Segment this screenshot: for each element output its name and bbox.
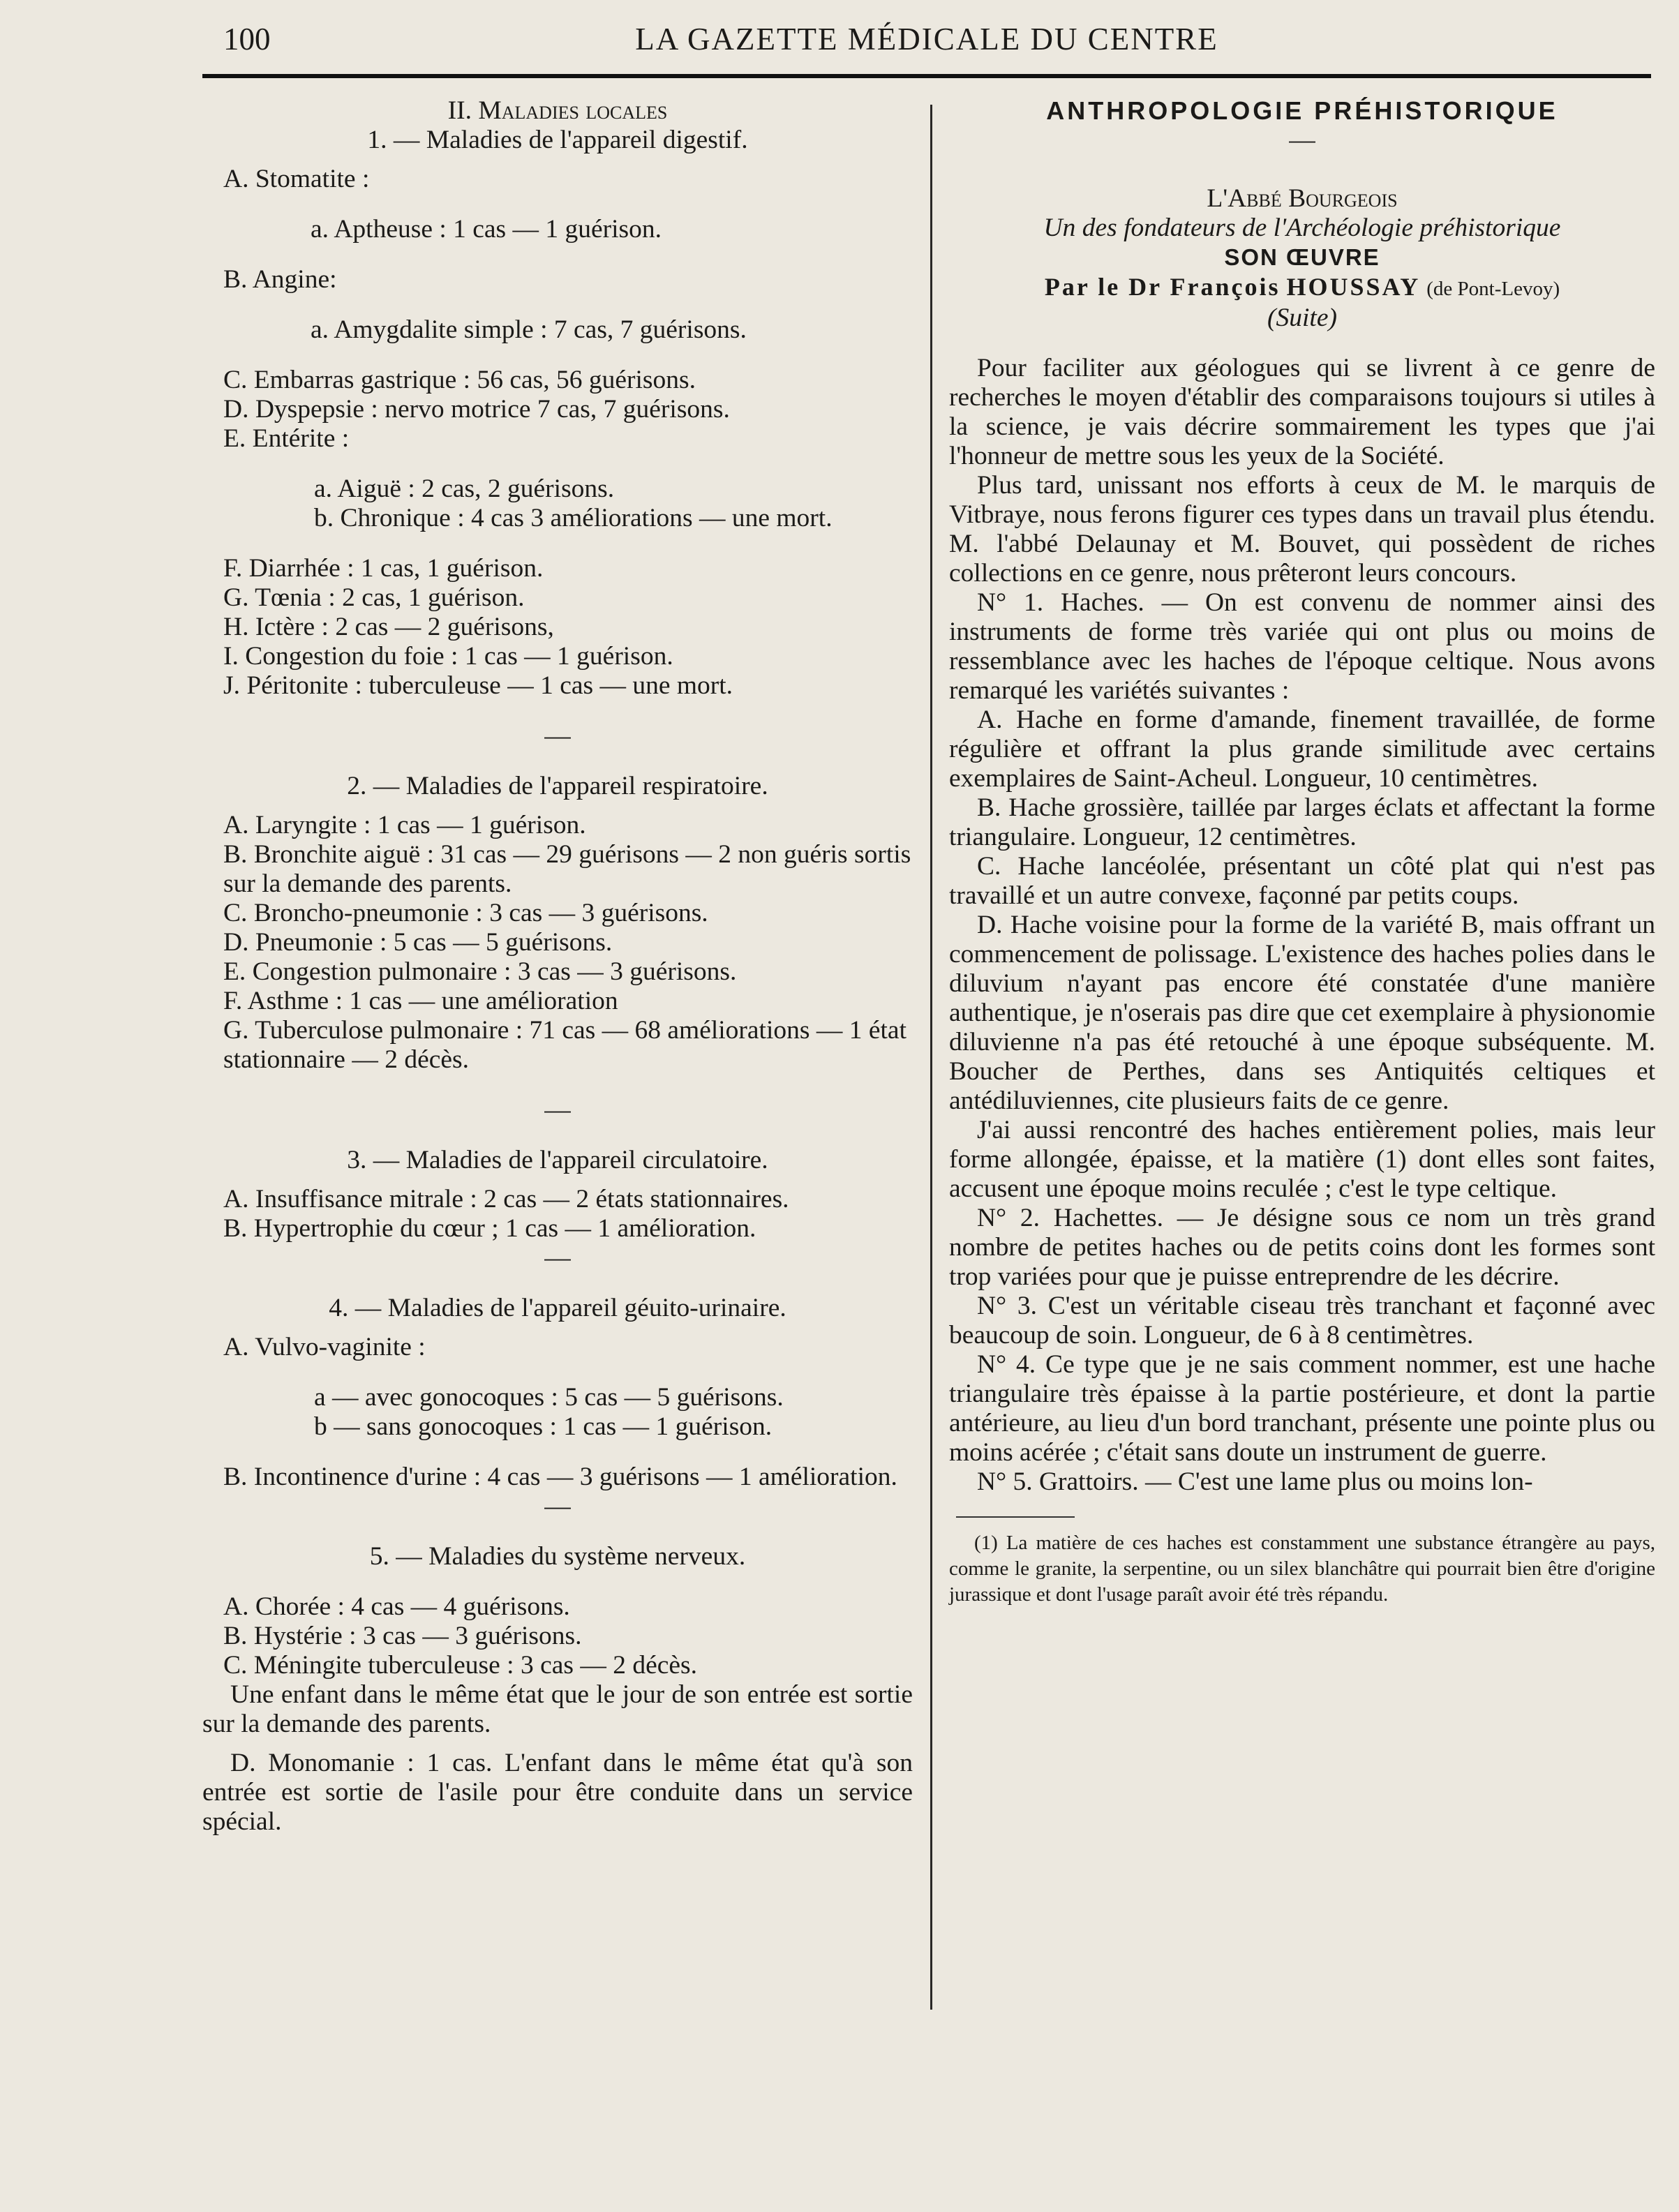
separator-dash: —	[544, 1492, 571, 1520]
right-column	[949, 96, 1655, 1608]
column-divider	[930, 105, 932, 2010]
entry-choree: A. Chorée : 4 cas — 4 guérisons.	[223, 1592, 570, 1621]
section-title: II. Maladies locales	[447, 96, 668, 125]
entry-amygdalite: a. Amygdalite simple : 7 cas, 7 guérisons.	[311, 315, 747, 344]
article-subtitle: Un des fondateurs de l'Archéologie préhistorique	[1043, 214, 1561, 242]
left-column	[202, 96, 913, 1837]
paragraph-1: Pour faciliter aux géologues qui se livrent à ce genre de recherches le moyen d'établir des comparaisons toujours si utiles à la science, je vais décrire sommairement les types que j'ai l'honneur de mettre sous les yeux de la Société.	[949, 354, 1655, 470]
entry-insuffisance: A. Insuffisance mitrale : 2 cas — 2 états stationnaires.	[223, 1185, 789, 1213]
genito-urinary-heading: 4. — Maladies de l'appareil géuito-urinaire.	[329, 1294, 786, 1322]
entry-stomatite: A. Stomatite :	[223, 165, 370, 193]
entry-monomanie: D. Monomanie : 1 cas. L'enfant dans le même état qu'à son entrée est sortie de l'asile pour être conduite dans un service spécial.	[202, 1749, 913, 1836]
entry-hypertrophie: B. Hypertrophie du cœur ; 1 cas — 1 amélioration.	[223, 1214, 756, 1243]
journal-title: LA GAZETTE MÉDICALE DU CENTRE	[635, 22, 1218, 57]
entry-embarras: C. Embarras gastrique : 56 cas, 56 guérisons.	[223, 366, 696, 394]
paragraph-hache-c: C. Hache lancéolée, présentant un côté plat qui n'est pas travaillé et un autre convexe, façonné par petits coups.	[949, 852, 1655, 910]
entry-congestion-pulmonaire: E. Congestion pulmonaire : 3 cas — 3 guérisons.	[223, 957, 737, 986]
paragraph-hache-b: B. Hache grossière, taillée par larges éclats et affectant la forme triangulaire. Longueur, 12 centimètres.	[949, 793, 1655, 851]
byline	[949, 272, 1655, 304]
entry-laryngite: A. Laryngite : 1 cas — 1 guérison.	[223, 811, 586, 839]
respiratory-heading: 2. — Maladies de l'appareil respiratoire.	[347, 772, 768, 800]
paragraph-grattoirs: N° 5. Grattoirs. — C'est une lame plus ou moins lon-	[977, 1467, 1533, 1496]
entry-asthme: F. Asthme : 1 cas — une amélioration	[223, 987, 618, 1015]
page-header	[202, 15, 1651, 71]
header-rule	[202, 74, 1651, 78]
nervous-heading: 5. — Maladies du système nerveux.	[369, 1542, 746, 1571]
separator-dash: —	[544, 1243, 571, 1272]
entry-diarrhee: F. Diarrhée : 1 cas, 1 guérison.	[223, 554, 544, 583]
entry-avec-gonocoques: a — avec gonocoques : 5 cas — 5 guérisons.	[314, 1383, 784, 1412]
footnote-rule	[956, 1516, 1075, 1518]
entry-sans-gonocoques: b — sans gonocoques : 1 cas — 1 guérison.	[314, 1412, 773, 1441]
entry-toenia: G. Tœnia : 2 cas, 1 guérison.	[223, 583, 525, 612]
entry-tuberculose: G. Tuberculose pulmonaire : 71 cas — 68 améliorations — 1 état stationnaire — 2 décès.	[223, 1016, 906, 1074]
entry-incontinence: B. Incontinence d'urine : 4 cas — 3 guérisons — 1 amélioration.	[223, 1463, 897, 1491]
paragraph-hache-a: A. Hache en forme d'amande, finement travaillée, de forme régulière et offrant la plus grande similitude avec certains exemplaires de Saint-Acheul. Longueur, 10 centimètres.	[949, 705, 1655, 793]
entry-meningite: C. Méningite tuberculeuse : 3 cas — 2 décès.	[223, 1651, 697, 1680]
entry-dyspepsie: D. Dyspepsie : nervo motrice 7 cas, 7 guérisons.	[223, 395, 730, 424]
entry-chronique: b. Chronique : 4 cas 3 améliorations — une mort.	[314, 504, 833, 532]
byline-prefix: Par le Dr François	[1044, 273, 1281, 301]
entry-aptheuse: a. Aptheuse : 1 cas — 1 guérison.	[311, 215, 662, 244]
footnote: (1) La matière de ces haches est constamment une substance étrangère au pays, comme le granite, la serpentine, ou un silex blanchâtre qui pourrait bien être d'origine jurassique et dont l'usage paraît avoir été très répandu.	[949, 1532, 1655, 1606]
paragraph-haches-polies: J'ai aussi rencontré des haches entièrement polies, mais leur forme allongée, épaisse, et la matière (1) dont elles sont faites, accusent une époque moins reculée ; c'est le type celtique.	[949, 1116, 1655, 1203]
circulatory-heading: 3. — Maladies de l'appareil circulatoire.	[347, 1146, 768, 1174]
entry-peritonite: J. Péritonite : tuberculeuse — 1 cas — une mort.	[223, 671, 733, 700]
author-place: (de Pont-Levoy)	[1426, 278, 1560, 300]
paragraph-haches: N° 1. Haches. — On est convenu de nommer ainsi des instruments de forme très variée qui ont plus ou moins de ressemblance avec les haches de l'époque celtique. Nous avons remarqué les variétés suivantes :	[949, 588, 1655, 705]
paragraph-ciseau: N° 3. C'est un véritable ciseau très tranchant et façonné avec beaucoup de soin. Longueur, de 6 à 8 centimètres.	[949, 1292, 1655, 1350]
paragraph-enfant: Une enfant dans le même état que le jour de son entrée est sortie sur la demande des parents.	[202, 1680, 913, 1738]
entry-pneumonie: D. Pneumonie : 5 cas — 5 guérisons.	[223, 928, 613, 957]
paragraph-hachettes: N° 2. Hachettes. — Je désigne sous ce nom un très grand nombre de petites haches ou de petits coins dont les formes sont trop variées pour que je puisse entreprendre de les décrire.	[949, 1204, 1655, 1291]
entry-congestion-foie: I. Congestion du foie : 1 cas — 1 guérison.	[223, 642, 673, 671]
separator-dash: —	[544, 722, 571, 750]
entry-enterite: E. Entérite :	[223, 424, 350, 453]
article-title: ANTHROPOLOGIE PRÉHISTORIQUE	[1046, 96, 1558, 125]
suite-label: (Suite)	[1267, 304, 1337, 332]
paragraph-type-4: N° 4. Ce type que je ne sais comment nommer, est une hache triangulaire très épaisse à la partie postérieure, et dont la partie antérieure, au lieu d'un bord tranchant, présente une pointe plus ou moins acérée ; c'était sans doute un instrument de guerre.	[949, 1350, 1655, 1467]
author-name: HOUSSAY	[1286, 273, 1421, 301]
separator-dash: —	[544, 1096, 571, 1124]
entry-hysterie: B. Hystérie : 3 cas — 3 guérisons.	[223, 1622, 582, 1650]
entry-aigue: a. Aiguë : 2 cas, 2 guérisons.	[314, 474, 615, 503]
paragraph-2: Plus tard, unissant nos efforts à ceux de M. le marquis de Vitbraye, nous ferons figurer ces types dans un travail plus étendu. M. l'abbé Delaunay et M. Bouvet, qui possèdent de riches collections en ce genre, nous prêteront leurs concours.	[949, 471, 1655, 588]
entry-angine: B. Angine:	[223, 265, 337, 294]
work-title: SON ŒUVRE	[1224, 244, 1380, 270]
digestive-heading: 1. — Maladies de l'appareil digestif.	[367, 126, 748, 154]
entry-ictere: H. Ictère : 2 cas — 2 guérisons,	[223, 613, 554, 641]
article-subject: L'Abbé Bourgeois	[1207, 184, 1398, 213]
entry-bronchite: B. Bronchite aiguë : 31 cas — 29 guérisons — 2 non guéris sortis sur la demande des parents.	[223, 840, 911, 898]
entry-vulvo-vaginite: A. Vulvo-vaginite :	[223, 1333, 426, 1361]
title-dash: —	[1289, 126, 1315, 154]
paragraph-hache-d: D. Hache voisine pour la forme de la variété B, mais offrant un commencement de polissage. L'existence des haches polies dans le diluvium n'ayant pas encore été constatée d'une manière authentique, je n'oserais pas dire que cet exemplaire à physionomie diluvienne n'a pas été retouché à une époque subséquente. M. Boucher de Perthes, dans ses Antiquités celtiques et antédiluviennes, cite plusieurs faits de ce genre.	[949, 911, 1655, 1115]
page-number: 100	[223, 22, 271, 57]
entry-broncho-pneumonie: C. Broncho-pneumonie : 3 cas — 3 guérisons.	[223, 899, 708, 927]
